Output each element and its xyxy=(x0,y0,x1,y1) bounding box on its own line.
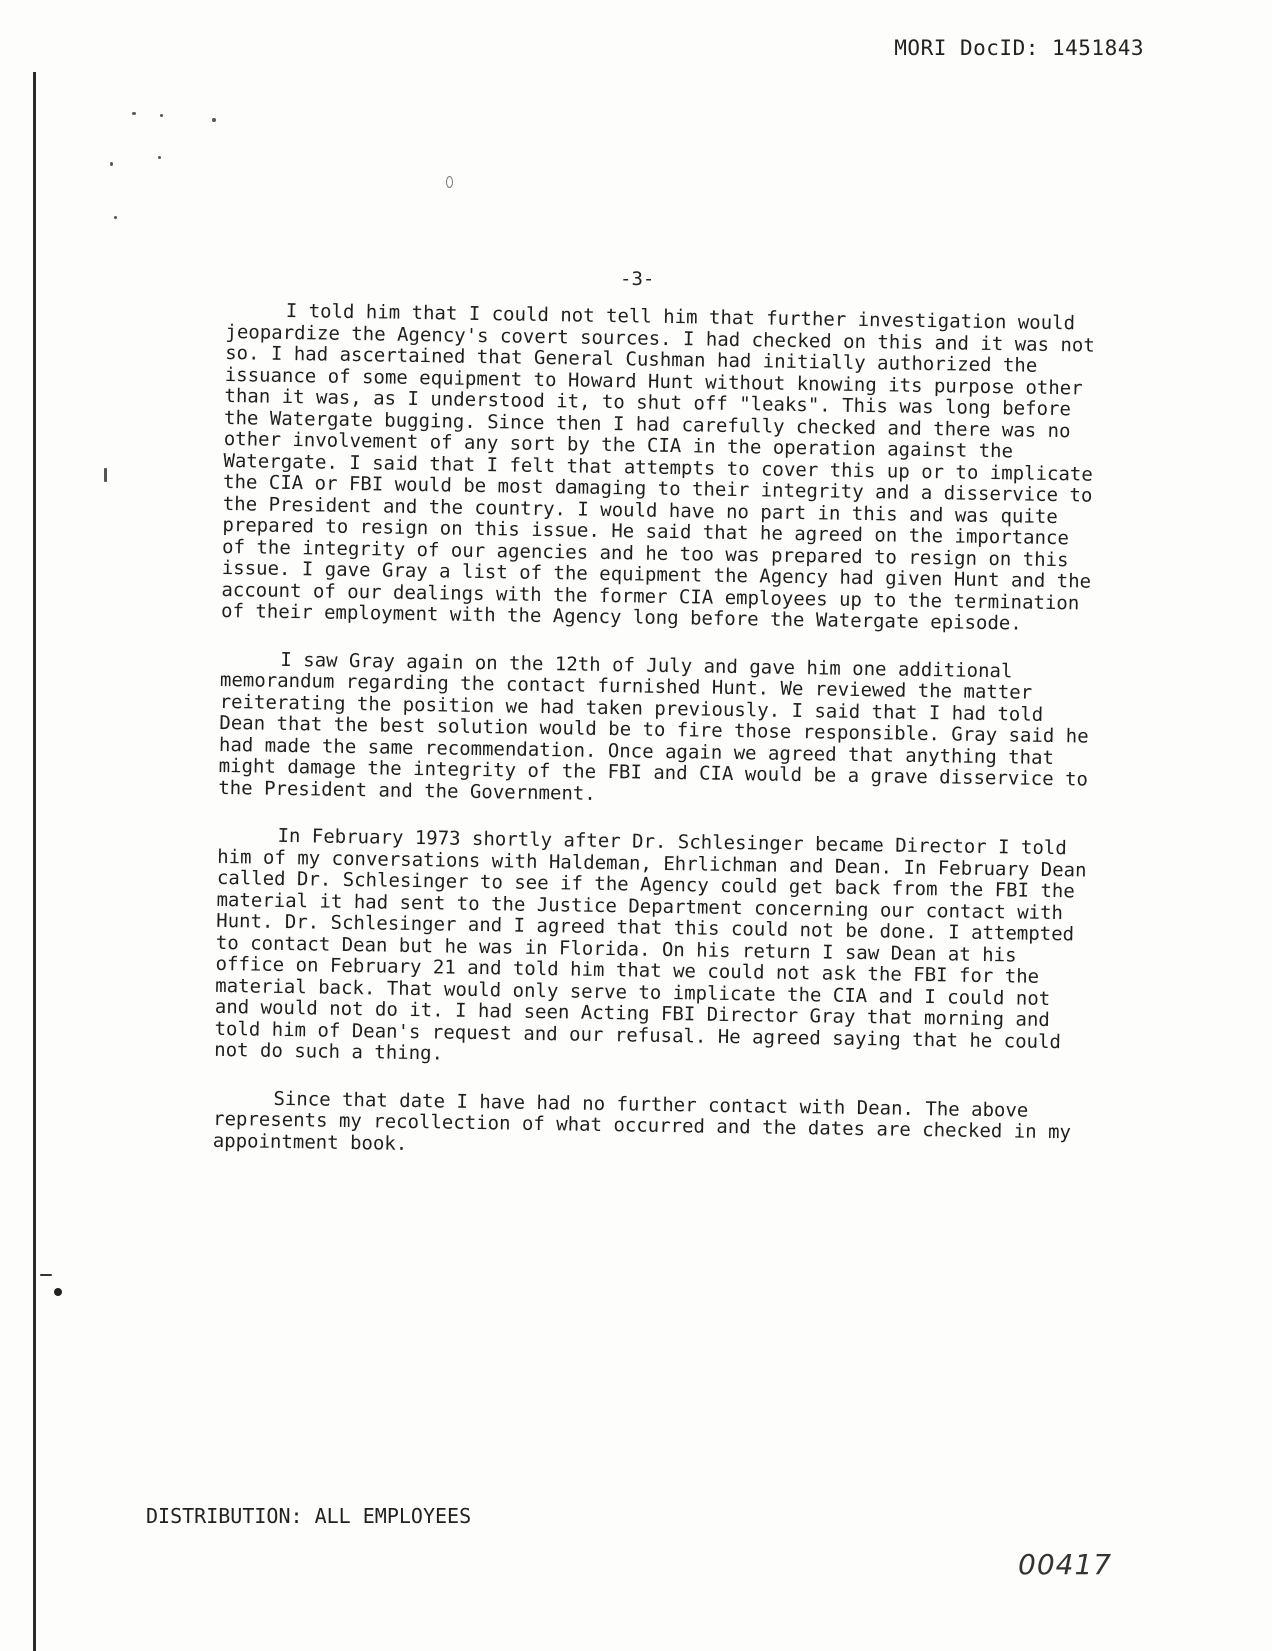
scan-speck xyxy=(54,1288,62,1296)
memo-body xyxy=(212,300,1106,1192)
scan-speck xyxy=(158,156,161,159)
scan-speck xyxy=(132,112,136,115)
scan-speck xyxy=(104,468,107,482)
scan-speck xyxy=(40,1274,52,1276)
scan-speck xyxy=(114,216,117,219)
scan-speck xyxy=(212,118,216,122)
paragraph-3: In February 1973 shortly after Dr. Schlesinger became Director I told him of my conversations with Haldeman, Ehrlichman and Dean. In February Dean called Dr. Schlesinger to see if the Agency could get back from the FBI the material it had sent to the Justice Department concerning our contact with Hunt. Dr. Schlesinger and I agreed that this could not be done. I attempted to contact Dean but he was in Florida. On his return I saw Dean at his office on February 21 and told him that we could not ask the FBI for the material back. That would only serve to implicate the CIA and I could not and would not do it. I had seen Acting FBI Director Gray that morning and told him of Dean's request and our refusal. He agreed saying that he could not do such a thing. xyxy=(214,824,1087,1065)
scan-speck xyxy=(110,162,113,166)
paragraph-1: I told him that I could not tell him that further investigation would jeopardize the Agency's covert sources. I had checked on this and it was not so. I had ascertained that General Cushman had initially authorized the issuance of some equipment to Howard Hunt without knowing its purpose other than it was, as I understood it, to shut off "leaks". This was long before the Watergate bugging. Since then I had carefully checked and there was no other involvement of any sort by the CIA in the operation against the Watergate. I said that I felt that attempts to cover this up or to implicate the CIA or FBI would be most damaging to their integrity and a disservice to the President and the country. I would have no part in this and was quite prepared to resign on this issue. He said that he agreed on the importance of the integrity of our agencies and he too was prepared to resign on this issue. I gave Gray a list of the equipment the Agency had given Hunt and the account of our dealings with the former CIA employees up to the termination of their employment with the Agency long before the Watergate episode. xyxy=(220,299,1095,635)
paragraph-4: Since that date I have had no further contact with Dean. The above represents my recollection of what occurred and the dates are checked in my appointment book. xyxy=(212,1087,1072,1155)
page-number: -3- xyxy=(620,268,655,290)
document-number: 00417 xyxy=(1018,1548,1113,1581)
distribution-line: DISTRIBUTION: ALL EMPLOYEES xyxy=(146,1504,472,1528)
paragraph-2: I saw Gray again on the 12th of July and gave him one additional memorandum regarding the contact furnished Hunt. We reviewed the matter reiterating the position we had taken previously. I said that I had told Dean that the best solution would be to fire those responsible. Gray said he had made the same recommendation. Once again we agreed that anything that might damage the integrity of the FBI and CIA would be a grave disservice to the President and the Government. xyxy=(218,648,1089,805)
scan-edge-rule xyxy=(33,72,36,1651)
scan-speck xyxy=(160,114,163,117)
doc-id: MORI DocID: 1451843 xyxy=(894,36,1144,60)
scan-speck xyxy=(446,176,453,188)
